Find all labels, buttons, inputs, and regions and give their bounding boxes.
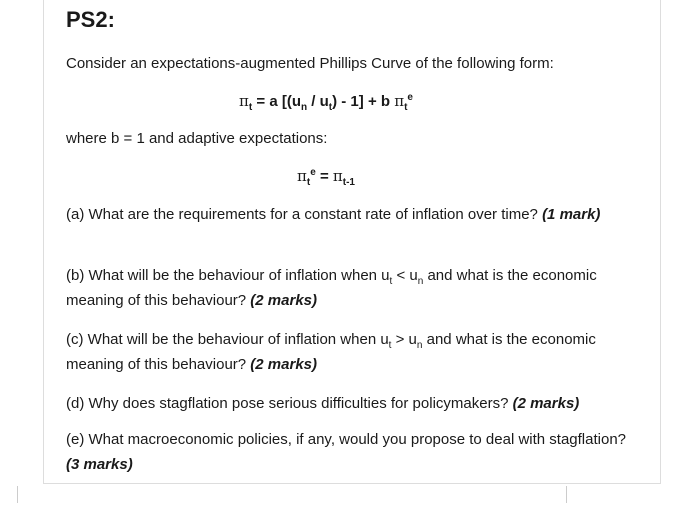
subscript: t (388, 340, 392, 351)
subscript: t (328, 102, 333, 113)
pi-symbol: π (394, 92, 405, 110)
subscript: n (417, 276, 424, 287)
pi-symbol: π (297, 167, 307, 185)
pi-symbol: π (239, 92, 249, 110)
equation-text: = a [(u (252, 93, 301, 110)
phillips-curve-equation (66, 92, 586, 113)
question-text: < u (392, 267, 418, 284)
marks-label: (2 marks) (250, 292, 317, 309)
question-b (66, 263, 636, 313)
question-text: and what is the economic meaning of this behaviour? (66, 331, 596, 373)
equation-text: ) - 1] + b (332, 93, 395, 110)
divider-right (566, 486, 567, 503)
equation-text: = (315, 168, 333, 185)
question-text: > u (391, 331, 417, 348)
subscript: n (300, 102, 308, 113)
page-title: PS2: (66, 7, 115, 32)
subscript: t (404, 102, 408, 113)
question-e (66, 427, 636, 477)
intro-text: Consider an expectations-augmented Phillips Curve of the following form: (66, 55, 554, 72)
question-text: (a) What are the requirements for a constant rate of inflation over time? (66, 206, 543, 223)
marks-label: (2 marks) (250, 356, 317, 373)
adaptive-expectations-equation (66, 167, 586, 188)
superscript: e (407, 92, 413, 103)
question-text: (b) What will be the behaviour of inflation when u (66, 267, 390, 284)
question-text: (e) What macroeconomic policies, if any, would you propose to deal with stagflation? (66, 431, 627, 448)
subscript: n (416, 340, 423, 351)
pi-symbol: π (332, 167, 343, 185)
equation-text: / u (307, 93, 329, 110)
marks-label: (3 marks) (66, 456, 133, 473)
superscript: e (310, 167, 316, 178)
question-text: (d) Why does stagflation pose serious difficulties for policymakers? (66, 395, 513, 412)
question-a (66, 202, 636, 227)
marks-label: (1 mark) (542, 206, 601, 223)
marks-label: (2 marks) (512, 395, 580, 412)
question-d (66, 391, 636, 416)
subscript: t-1 (342, 177, 355, 188)
divider-left (17, 486, 18, 503)
subscript: t (248, 102, 253, 113)
subscript: t (389, 276, 393, 287)
question-text: and what is the economic meaning of this behaviour? (66, 267, 597, 309)
subscript: t (306, 177, 311, 188)
question-text: (c) What will be the behaviour of inflation when u (66, 331, 389, 348)
question-c (66, 327, 636, 377)
where-text: where b = 1 and adaptive expectations: (66, 130, 328, 147)
